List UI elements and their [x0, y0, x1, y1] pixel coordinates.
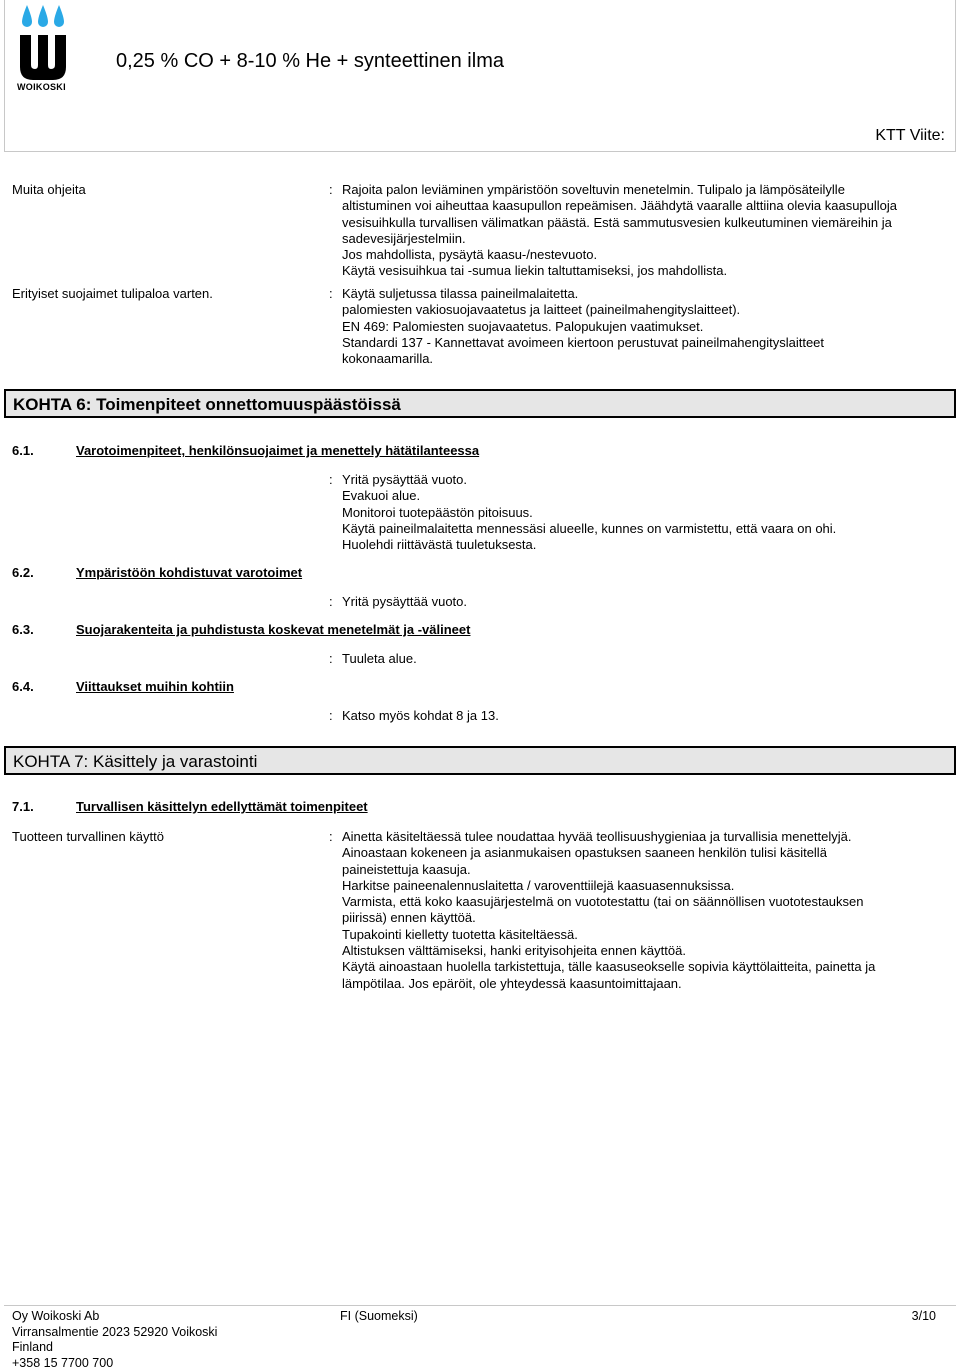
- footer-company-name: Oy Woikoski Ab: [12, 1309, 217, 1325]
- footer-language: FI (Suomeksi): [340, 1309, 418, 1325]
- protective-equipment-text: Käytä suljetussa tilassa paineilmalaitetta. palomiesten vakiosuojavaatetus ja laitteet (paineilmahengityslaitteet). EN 469: Palomiesten suojavaatetus. Palopukujen vaatimukset. Standardi 137 - Kannettavat avoimeen kiertoon perustuvat paineilmahengityslaitteet kokonaamarilla.: [342, 286, 956, 367]
- section-7-title: KOHTA 7: Käsittely ja varastointi: [13, 752, 257, 772]
- colon: :: [329, 472, 333, 488]
- colon: :: [329, 286, 333, 302]
- footer-phone: +358 15 7700 700: [12, 1356, 217, 1371]
- document-title: 0,25 % CO + 8-10 % He + synteettinen ilma: [116, 49, 504, 73]
- section-7-header: [4, 746, 956, 775]
- other-instructions-label: Muita ohjeita: [12, 182, 86, 198]
- colon: :: [329, 594, 333, 610]
- section-6-title: KOHTA 6: Toimenpiteet onnettomuuspäästöissä: [13, 395, 401, 415]
- other-instructions-text: Rajoita palon leviäminen ympäristöön soveltuvin menetelmin. Tulipalo ja lämpösäteilylle altistuminen voi aiheuttaa kaasupullon repeämisen. Jäähdytä vaaralle alttiina olevia kaasupulloja vesisuihkulla turvallisen välimatkan päästä. Estä sammutusvesien kulkeutuminen viemäreihin ja sadevesijärjestelmiin. Jos mahdollista, pysäytä kaasu-/nestevuoto. Käytä vesisuihkua tai -sumua liekin taltuttamiseksi, jos mahdollista.: [342, 182, 956, 280]
- footer-divider: [4, 1305, 956, 1306]
- colon: :: [329, 182, 333, 198]
- section-6-header: [4, 389, 956, 418]
- logo-text: WOIKOSKI: [17, 82, 66, 93]
- colon: :: [329, 829, 333, 845]
- footer-country: Finland: [12, 1340, 217, 1356]
- protective-equipment-label: Erityiset suojaimet tulipaloa varten.: [12, 286, 213, 302]
- footer-address: Virransalmentie 2023 52920 Voikoski: [12, 1325, 217, 1341]
- footer-company: [12, 1309, 217, 1371]
- colon: :: [329, 651, 333, 667]
- safe-use-label: Tuotteen turvallinen käyttö: [12, 829, 164, 845]
- reference-label: KTT Viite:: [875, 127, 945, 145]
- colon: :: [329, 708, 333, 724]
- footer-page-number: 3/10: [912, 1309, 936, 1325]
- document-header: [4, 0, 956, 152]
- subsection-6-1-text: Yritä pysäyttää vuoto. Evakuoi alue. Monitoroi tuotepäästön pitoisuus. Käytä paineilmalaitetta mennessäsi alueelle, kunnes on varmistettu, että vaara on ohi. Huolehdi riittävästä tuuletuksesta.: [342, 472, 956, 553]
- safe-use-text: Ainetta käsiteltäessä tulee noudattaa hyvää teollisuushygieniaa ja turvallisia menettelyjä. Ainoastaan kokeneen ja asianmukaisen opastuksen saaneen henkilön tulisi käsitellä paineistettuja kaasuja. Harkitse paineenalennuslaitetta / varoventtiilejä kaasuasennuksissa. Varmista, että koko kaasujärjestelmä on vuototestattu (tai on säännöllisen vuototestauksen piirissä) ennen käyttöä. Tupakointi kielletty tuotetta käsiteltäessä. Altistuksen välttämiseksi, hanki erityisohjeita ennen käyttöä. Käytä ainoastaan huolella tarkistettuja, tälle kaasuseokselle sopivia käyttölaitteita, painetta ja lämpötilaa. Jos epäröit, ole yhteydessä kaasuntoimittajaan.: [342, 829, 956, 992]
